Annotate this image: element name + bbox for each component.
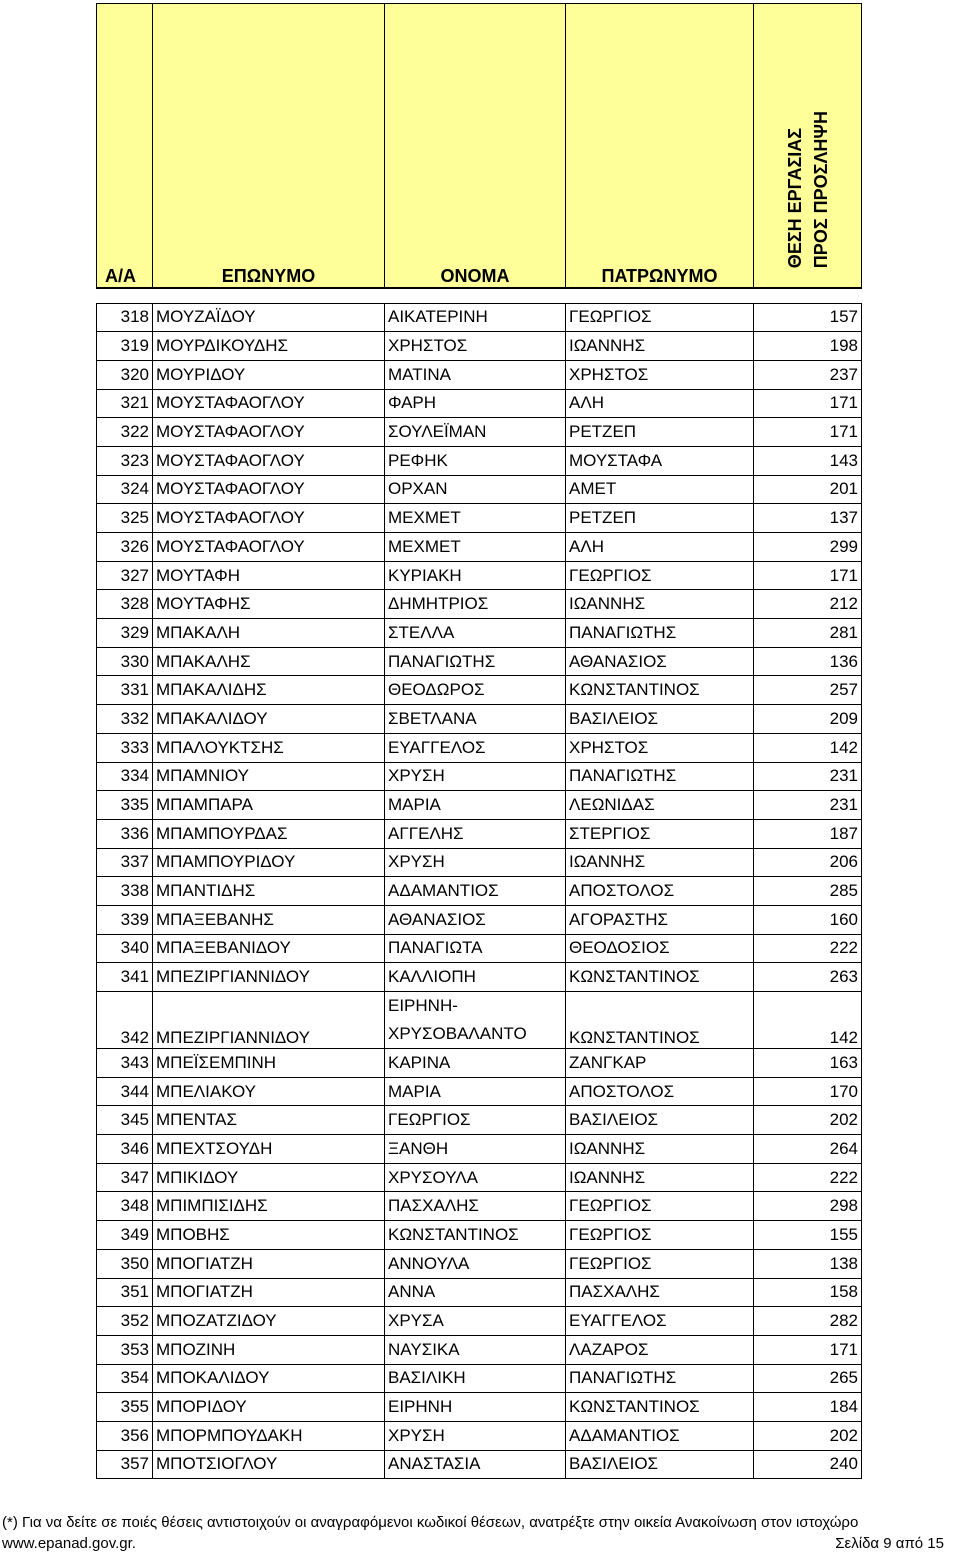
cell-patronymic: ΧΡΗΣΤΟΣ [566,360,754,389]
cell-name: ΚΑΛΛΙΟΠΗ [385,963,566,992]
cell-aa: 351 [97,1278,153,1307]
cell-patronymic: ΠΑΝΑΓΙΩΤΗΣ [566,1364,754,1393]
cell-aa: 336 [97,819,153,848]
cell-aa: 357 [97,1450,153,1479]
cell-position: 202 [754,1106,862,1135]
table-row [97,1278,862,1307]
table-row [97,791,862,820]
table-row [97,446,862,475]
cell-name: ΦΑΡΗ [385,389,566,418]
cell-patronymic: ΚΩΝΣΤΑΝΤΙΝΟΣ [566,992,754,1049]
table-row [97,1077,862,1106]
header-position-line2: ΠΡΟΣ ΠΡΟΣΛΗΨΗ [810,111,831,269]
cell-name: ΧΡΥΣΗ [385,762,566,791]
cell-position: 155 [754,1221,862,1250]
cell-name: ΜΑΡΙΑ [385,1077,566,1106]
cell-aa: 321 [97,389,153,418]
cell-position: 231 [754,791,862,820]
cell-surname: ΜΠΑΚΑΛΗ [153,619,385,648]
cell-aa: 318 [97,303,153,332]
cell-patronymic: ΛΕΩΝΙΔΑΣ [566,791,754,820]
cell-patronymic: ΚΩΝΣΤΑΝΤΙΝΟΣ [566,1393,754,1422]
cell-position: 257 [754,676,862,705]
cell-position: 299 [754,533,862,562]
cell-surname: ΜΠΕΖΙΡΓΙΑΝΝΙΔΟΥ [153,963,385,992]
cell-patronymic: ΒΑΣΙΛΕΙΟΣ [566,705,754,734]
table-row [97,533,862,562]
cell-aa: 324 [97,475,153,504]
cell-position: 198 [754,332,862,361]
cell-name: ΣΟΥΛΕΪΜΑΝ [385,418,566,447]
cell-aa: 329 [97,619,153,648]
cell-name: ΟΡΧΑΝ [385,475,566,504]
header-name: ΟΝΟΜΑ [385,4,566,288]
cell-surname: ΜΠΟΡΜΠΟΥΔΑΚΗ [153,1421,385,1450]
cell-patronymic: ΚΩΝΣΤΑΝΤΙΝΟΣ [566,676,754,705]
footer-page-number: Σελίδα 9 από 15 [835,1535,944,1552]
cell-aa: 325 [97,504,153,533]
cell-aa: 328 [97,590,153,619]
cell-patronymic: ΓΕΩΡΓΙΟΣ [566,1192,754,1221]
cell-surname: ΜΠΕΪΣΕΜΠΙΝΗ [153,1049,385,1078]
cell-aa: 339 [97,905,153,934]
cell-name: ΑΝΑΣΤΑΣΙΑ [385,1450,566,1479]
table-row [97,1221,862,1250]
cell-position: 171 [754,418,862,447]
cell-surname: ΜΟΥΤΑΦΗ [153,561,385,590]
cell-patronymic: ΣΤΕΡΓΙΟΣ [566,819,754,848]
cell-surname: ΜΠΕΝΤΑΣ [153,1106,385,1135]
cell-patronymic: ΓΕΩΡΓΙΟΣ [566,303,754,332]
cell-patronymic: ΓΕΩΡΓΙΟΣ [566,1249,754,1278]
cell-surname: ΜΠΑΝΤΙΔΗΣ [153,877,385,906]
cell-position: 298 [754,1192,862,1221]
table-row [97,1249,862,1278]
cell-aa: 333 [97,733,153,762]
cell-patronymic: ΑΘΑΝΑΣΙΟΣ [566,647,754,676]
cell-surname: ΜΠΑΞΕΒΑΝΙΔΟΥ [153,934,385,963]
cell-surname: ΜΟΥΤΑΦΗΣ [153,590,385,619]
table-row [97,1450,862,1479]
cell-position: 184 [754,1393,862,1422]
cell-name: ΧΡΥΣΗ [385,1421,566,1450]
cell-name: ΧΡΥΣΗ [385,848,566,877]
table-row [97,676,862,705]
cell-name: ΠΑΝΑΓΙΩΤΑ [385,934,566,963]
cell-aa: 350 [97,1249,153,1278]
cell-position: 202 [754,1421,862,1450]
cell-surname: ΜΟΥΣΤΑΦΑΟΓΛΟΥ [153,533,385,562]
cell-patronymic: ΑΠΟΣΤΟΛΟΣ [566,877,754,906]
table-row [97,877,862,906]
cell-position: 264 [754,1135,862,1164]
cell-position: 170 [754,1077,862,1106]
cell-patronymic: ΙΩΑΝΝΗΣ [566,332,754,361]
table-row [97,762,862,791]
header-surname: ΕΠΩΝΥΜΟ [153,4,385,288]
cell-name: ΔΗΜΗΤΡΙΟΣ [385,590,566,619]
cell-patronymic: ΜΟΥΣΤΑΦΑ [566,446,754,475]
cell-patronymic: ΑΓΟΡΑΣΤΗΣ [566,905,754,934]
table-row [97,1135,862,1164]
cell-aa: 331 [97,676,153,705]
cell-patronymic: ΕΥΑΓΓΕΛΟΣ [566,1307,754,1336]
cell-patronymic: ΙΩΑΝΝΗΣ [566,590,754,619]
cell-position: 171 [754,561,862,590]
cell-name: ΧΡΥΣΟΥΛΑ [385,1163,566,1192]
cell-aa: 355 [97,1393,153,1422]
cell-aa: 326 [97,533,153,562]
cell-aa: 353 [97,1335,153,1364]
cell-surname: ΜΠΟΤΣΙΟΓΛΟΥ [153,1450,385,1479]
cell-patronymic: ΛΑΖΑΡΟΣ [566,1335,754,1364]
cell-position: 222 [754,934,862,963]
cell-name: ΚΑΡΙΝΑ [385,1049,566,1078]
header-position-line1: ΘΕΣΗ ΕΡΓΑΣΙΑΣ [784,128,805,269]
cell-patronymic: ΠΑΣΧΑΛΗΣ [566,1278,754,1307]
cell-aa: 322 [97,418,153,447]
header-position [754,4,862,288]
cell-aa: 335 [97,791,153,820]
table-row [97,1393,862,1422]
cell-name: ΚΩΝΣΤΑΝΤΙΝΟΣ [385,1221,566,1250]
cell-position: 142 [754,733,862,762]
cell-name: ΠΑΣΧΑΛΗΣ [385,1192,566,1221]
cell-position: 160 [754,905,862,934]
cell-name: ΚΥΡΙΑΚΗ [385,561,566,590]
cell-name: ΕΥΑΓΓΕΛΟΣ [385,733,566,762]
cell-aa: 347 [97,1163,153,1192]
cell-position: 171 [754,1335,862,1364]
cell-surname: ΜΠΟΚΑΛΙΔΟΥ [153,1364,385,1393]
cell-aa: 319 [97,332,153,361]
cell-patronymic: ΠΑΝΑΓΙΩΤΗΣ [566,619,754,648]
cell-surname: ΜΟΥΣΤΑΦΑΟΓΛΟΥ [153,418,385,447]
table-row [97,332,862,361]
cell-aa: 345 [97,1106,153,1135]
cell-aa: 343 [97,1049,153,1078]
cell-aa: 348 [97,1192,153,1221]
cell-name: ΜΑΡΙΑ [385,791,566,820]
table-row [97,561,862,590]
cell-surname: ΜΟΥΣΤΑΦΑΟΓΛΟΥ [153,504,385,533]
cell-name: ΠΑΝΑΓΙΩΤΗΣ [385,647,566,676]
cell-name: ΒΑΣΙΛΙΚΗ [385,1364,566,1393]
cell-aa: 349 [97,1221,153,1250]
cell-surname: ΜΠΑΚΑΛΗΣ [153,647,385,676]
cell-patronymic: ΑΛΗ [566,389,754,418]
cell-name: ΧΡΗΣΤΟΣ [385,332,566,361]
table-row [97,733,862,762]
cell-name: ΕΙΡΗΝΗ [385,1393,566,1422]
cell-name: ΑΘΑΝΑΣΙΟΣ [385,905,566,934]
cell-surname: ΜΠΟΓΙΑΤΖΗ [153,1278,385,1307]
cell-position: 137 [754,504,862,533]
cell-patronymic: ΑΠΟΣΤΟΛΟΣ [566,1077,754,1106]
cell-surname: ΜΠΕΖΙΡΓΙΑΝΝΙΔΟΥ [153,992,385,1049]
header-spacer-row [97,288,862,304]
footer-site: www.epanad.gov.gr. [2,1535,136,1552]
cell-patronymic: ΙΩΑΝΝΗΣ [566,1163,754,1192]
cell-aa: 354 [97,1364,153,1393]
cell-name: ΜΕΧΜΕΤ [385,533,566,562]
footer-note: (*) Για να δείτε σε ποιές θέσεις αντιστοιχούν οι αναγραφόμενοι κωδικοί θέσεων, ανατρέξτε στην οικεία Ανακοίνωση στον ιστοχώρο [2,1514,859,1531]
cell-surname: ΜΠΟΖΙΝΗ [153,1335,385,1364]
cell-name: ΑΝΝΟΥΛΑ [385,1249,566,1278]
cell-surname: ΜΠΑΜΝΙΟΥ [153,762,385,791]
cell-patronymic: ΙΩΑΝΝΗΣ [566,1135,754,1164]
cell-aa: 340 [97,934,153,963]
cell-patronymic: ΒΑΣΙΛΕΙΟΣ [566,1106,754,1135]
cell-name: ΑΝΝΑ [385,1278,566,1307]
table-row [97,389,862,418]
cell-name: ΑΙΚΑΤΕΡΙΝΗ [385,303,566,332]
cell-position: 142 [754,992,862,1049]
cell-surname: ΜΠΟΡΙΔΟΥ [153,1393,385,1422]
cell-surname: ΜΠΑΜΠΟΥΡΔΑΣ [153,819,385,848]
cell-surname: ΜΠΑΜΠΟΥΡΙΔΟΥ [153,848,385,877]
cell-patronymic: ΑΔΑΜΑΝΤΙΟΣ [566,1421,754,1450]
cell-patronymic: ΑΜΕΤ [566,475,754,504]
table-row [97,848,862,877]
cell-position: 285 [754,877,862,906]
cell-name: ΓΕΩΡΓΙΟΣ [385,1106,566,1135]
cell-position: 136 [754,647,862,676]
cell-position: 237 [754,360,862,389]
table-row [97,619,862,648]
table-row [97,504,862,533]
cell-patronymic: ΓΕΩΡΓΙΟΣ [566,561,754,590]
table-row [97,303,862,332]
cell-patronymic: ΠΑΝΑΓΙΩΤΗΣ [566,762,754,791]
header-patronymic: ΠΑΤΡΩΝΥΜΟ [566,4,754,288]
cell-position: 138 [754,1249,862,1278]
cell-aa: 356 [97,1421,153,1450]
cell-position: 240 [754,1450,862,1479]
cell-name: ΘΕΟΔΩΡΟΣ [385,676,566,705]
cell-surname: ΜΠΙΜΠΙΣΙΔΗΣ [153,1192,385,1221]
table-row [97,1106,862,1135]
cell-surname: ΜΠΟΖΑΤΖΙΔΟΥ [153,1307,385,1336]
table-row [97,819,862,848]
cell-patronymic: ΡΕΤΖΕΠ [566,504,754,533]
table-row [97,1163,862,1192]
table-row [97,360,862,389]
cell-surname: ΜΠΟΒΗΣ [153,1221,385,1250]
table-row [97,647,862,676]
cell-position: 265 [754,1364,862,1393]
cell-position: 163 [754,1049,862,1078]
table-row [97,1364,862,1393]
cell-name: ΣΒΕΤΛΑΝΑ [385,705,566,734]
cell-patronymic: ΒΑΣΙΛΕΙΟΣ [566,1450,754,1479]
cell-patronymic: ΘΕΟΔΟΣΙΟΣ [566,934,754,963]
cell-surname: ΜΠΟΓΙΑΤΖΗ [153,1249,385,1278]
cell-surname: ΜΠΕΧΤΣΟΥΔΗ [153,1135,385,1164]
cell-position: 201 [754,475,862,504]
cell-position: 187 [754,819,862,848]
cell-aa: 346 [97,1135,153,1164]
cell-aa: 320 [97,360,153,389]
cell-position: 171 [754,389,862,418]
header-aa: Α/Α [97,4,153,288]
cell-patronymic: ΧΡΗΣΤΟΣ [566,733,754,762]
cell-aa: 334 [97,762,153,791]
cell-name-line1: ΕΙΡΗΝΗ- [388,996,458,1015]
cell-surname: ΜΟΥΡΔΙΚΟΥΔΗΣ [153,332,385,361]
table-header [97,4,862,288]
cell-surname: ΜΟΥΡΙΔΟΥ [153,360,385,389]
cell-patronymic: ΖΑΝΓΚΑΡ [566,1049,754,1078]
cell-patronymic: ΚΩΝΣΤΑΝΤΙΝΟΣ [566,963,754,992]
cell-position: 206 [754,848,862,877]
table-row [97,963,862,992]
cell-aa: 338 [97,877,153,906]
cell-position: 157 [754,303,862,332]
cell-name: ΣΤΕΛΛΑ [385,619,566,648]
cell-position: 231 [754,762,862,791]
cell-surname: ΜΟΥΣΤΑΦΑΟΓΛΟΥ [153,446,385,475]
table-row [97,1192,862,1221]
table-row [97,1049,862,1078]
cell-position: 143 [754,446,862,475]
cell-surname: ΜΠΙΚΙΔΟΥ [153,1163,385,1192]
table-row [97,418,862,447]
cell-name: ΜΑΤΙΝΑ [385,360,566,389]
cell-aa: 330 [97,647,153,676]
cell-aa: 332 [97,705,153,734]
cell-surname: ΜΠΑΛΟΥΚΤΣΗΣ [153,733,385,762]
cell-position: 222 [754,1163,862,1192]
cell-position: 212 [754,590,862,619]
cell-name: ΡΕΦΗΚ [385,446,566,475]
cell-aa: 323 [97,446,153,475]
cell-aa: 337 [97,848,153,877]
table-row [97,1307,862,1336]
cell-surname: ΜΟΥΣΤΑΦΑΟΓΛΟΥ [153,389,385,418]
cell-name: ΝΑΥΣΙΚΑ [385,1335,566,1364]
table-row [97,905,862,934]
cell-aa: 344 [97,1077,153,1106]
table-row [97,1421,862,1450]
cell-aa: 327 [97,561,153,590]
cell-surname: ΜΟΥΖΑΪΔΟΥ [153,303,385,332]
cell-surname: ΜΠΕΛΙΑΚΟΥ [153,1077,385,1106]
cell-surname: ΜΟΥΣΤΑΦΑΟΓΛΟΥ [153,475,385,504]
cell-surname: ΜΠΑΚΑΛΙΔΗΣ [153,676,385,705]
cell-patronymic: ΓΕΩΡΓΙΟΣ [566,1221,754,1250]
table-row [97,1335,862,1364]
cell-surname: ΜΠΑΜΠΑΡΑ [153,791,385,820]
cell-name: ΑΔΑΜΑΝΤΙΟΣ [385,877,566,906]
cell-position: 263 [754,963,862,992]
cell-name: ΧΡΥΣΑ [385,1307,566,1336]
cell-position: 158 [754,1278,862,1307]
cell-patronymic: ΑΛΗ [566,533,754,562]
table-row [97,992,862,1049]
cell-name-line2: ΧΡΥΣΟΒΑΛΑΝΤΟ [388,1024,527,1043]
cell-position: 281 [754,619,862,648]
cell-position: 282 [754,1307,862,1336]
cell-name: ΞΑΝΘΗ [385,1135,566,1164]
cell-surname: ΜΠΑΞΕΒΑΝΗΣ [153,905,385,934]
table-body [97,288,862,1479]
table-row [97,590,862,619]
cell-aa: 342 [97,992,153,1049]
table-row [97,934,862,963]
cell-aa: 352 [97,1307,153,1336]
table-row [97,705,862,734]
cell-position: 209 [754,705,862,734]
cell-patronymic: ΙΩΑΝΝΗΣ [566,848,754,877]
table-row [97,475,862,504]
cell-name: ΜΕΧΜΕΤ [385,504,566,533]
applicants-table [96,3,862,1479]
cell-aa: 341 [97,963,153,992]
cell-surname: ΜΠΑΚΑΛΙΔΟΥ [153,705,385,734]
cell-patronymic: ΡΕΤΖΕΠ [566,418,754,447]
cell-name: ΑΓΓΕΛΗΣ [385,819,566,848]
cell-name [385,992,566,1049]
header-position-text [782,111,834,268]
